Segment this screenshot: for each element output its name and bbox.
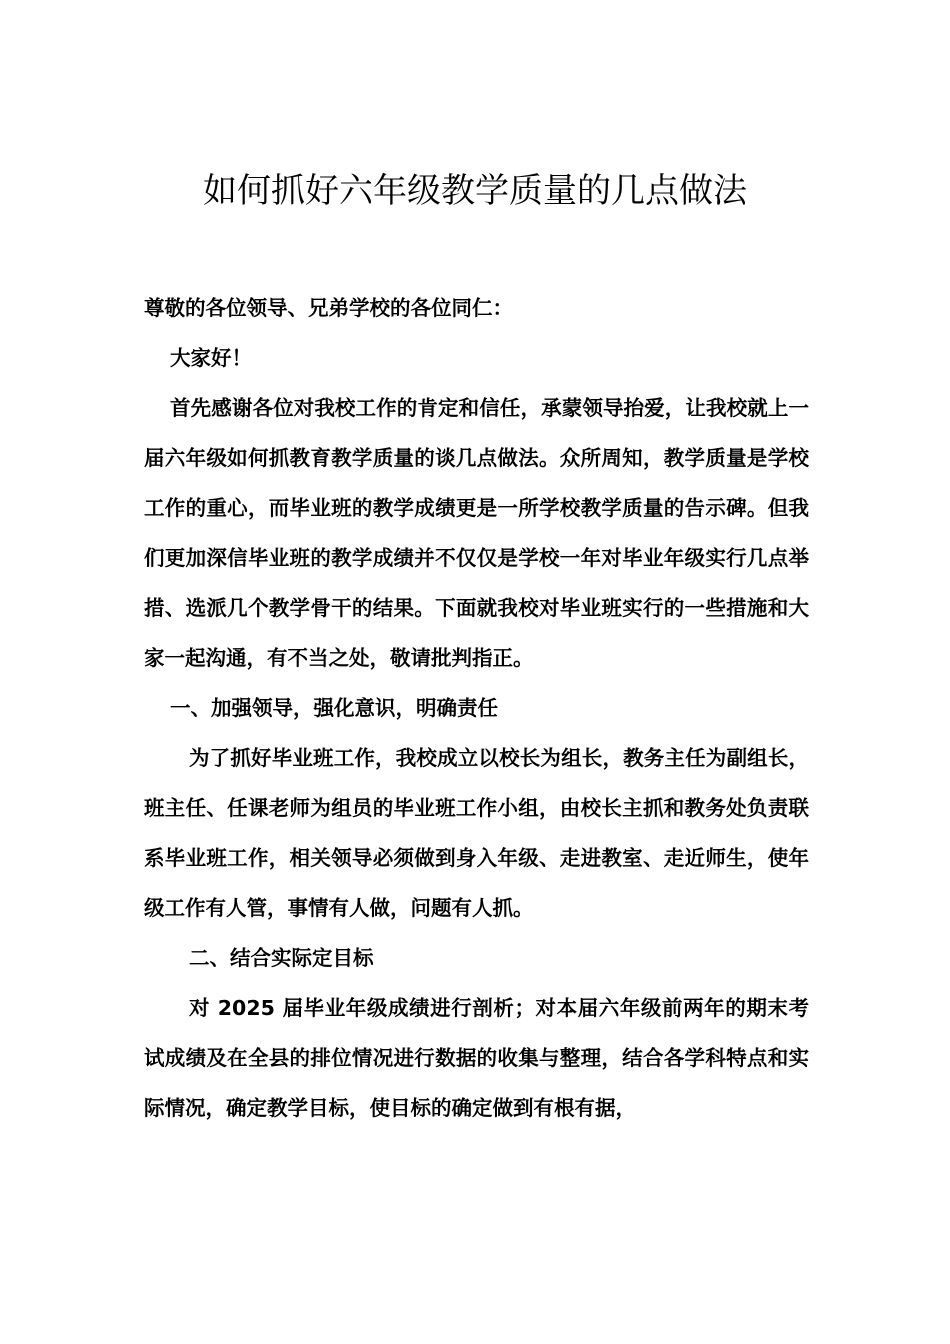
intro-paragraph: 首先感谢各位对我校工作的肯定和信任，承蒙领导抬爱，让我校就上一届六年级如何抓教育教学质量的谈几点做法。众所周知，教学质量是学校工作的重心，而毕业班的教学成绩更是一所学校教学质量的告示碑。但我们更加深信毕业班的教学成绩并不仅仅是学校一年对毕业年级实行几点举措、选派几个教学骨干的结果。下面就我校对毕业班实行的一些措施和大家一起沟通，有不当之处，敬请批判指正。 <box>144 396 809 670</box>
section-heading-2: 二、结合实际定目标 <box>189 946 374 970</box>
document-body <box>144 283 809 1133</box>
document-title: 如何抓好六年级教学质量的几点做法 <box>203 171 747 211</box>
section-heading-1: 一、加强领导，强化意识，明确责任 <box>170 696 498 720</box>
greeting-paragraph: 大家好！ <box>170 346 252 370</box>
salutation-paragraph: 尊敬的各位领导、兄弟学校的各位同仁： <box>144 296 513 320</box>
section-2-paragraph: 对 2025 届毕业年级成绩进行剖析；对本届六年级前两年的期末考试成绩及在全县的排位情况进行数据的收集与整理，结合各学科特点和实际情况，确定教学目标，使目标的确定做到有根有据， <box>144 996 809 1120</box>
section-1-paragraph: 为了抓好毕业班工作，我校成立以校长为组长，教务主任为副组长，班主任、任课老师为组员的毕业班工作小组，由校长主抓和教务处负责联系毕业班工作，相关领导必须做到身入年级、走进教室、走近师生，使年级工作有人管，事情有人做，问题有人抓。 <box>144 746 809 920</box>
